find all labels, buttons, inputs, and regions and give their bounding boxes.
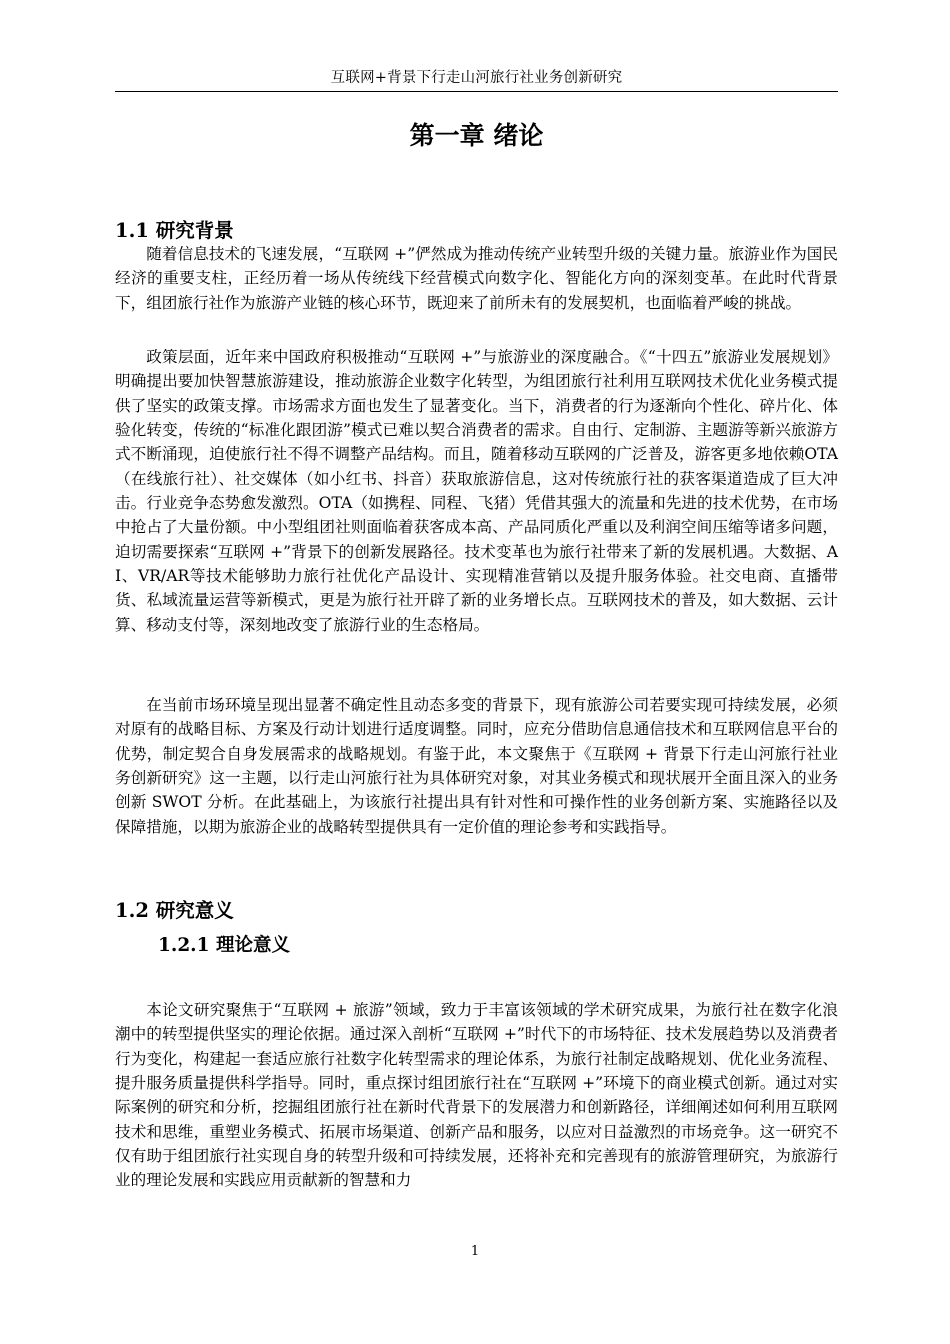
header-rule [115,91,838,92]
paragraph: 政策层面，近年来中国政府积极推动“互联网 +”与旅游业的深度融合。《“十四五”旅游业发展规划》明确提出要加快智慧旅游建设，推动旅游企业数字化转型，为组团旅行社利用互联网技术优化业务模式提供了坚实的政策支撑。市场需求方面也发生了显著变化。当下，消费者的行为逐渐向个性化、碎片化、体验化转变，传统的“标准化跟团游”模式已难以契合消费者的需求。自由行、定制游、主题游等新兴旅游方式不断涌现，迫使旅行社不得不调整产品结构。而且，随着移动互联网的广泛普及，游客更多地依赖OTA（在线旅行社）、社交媒体（如小红书、抖音）获取旅游信息，这对传统旅行社的获客渠道造成了巨大冲击。行业竞争态势愈发激烈。OTA（如携程、同程、飞猪）凭借其强大的流量和先进的技术优势，在市场中抢占了大量份额。中小型组团社则面临着获客成本高、产品同质化严重以及利润空间压缩等诸多问题，迫切需要探索“互联网 +”背景下的创新发展路径。技术变革也为旅行社带来了新的发展机遇。大数据、AI、VR/AR等技术能够助力旅行社优化产品设计、实现精准营销以及提升服务体验。社交电商、直播带货、私域流量运营等新模式，更是为旅行社开辟了新的业务增长点。互联网技术的普及，如大数据、云计算、移动支付等，深刻地改变了旅游行业的生态格局。 [115,348,838,634]
chapter-title: 第一章 绪论 [409,121,544,150]
subsection-heading-1-2-1: 1.2.1 理论意义 [158,935,290,956]
section-heading-1-2: 1.2 研究意义 [115,899,234,922]
running-header: 互联网+背景下行走山河旅行社业务创新研究 [330,70,623,86]
paragraph: 在当前市场环境呈现出显著不确定性且动态多变的背景下，现有旅游公司若要实现可持续发展，必须对原有的战略目标、方案及行动计划进行适度调整。同时，应充分借助信息通信技术和互联网信息平台的优势，制定契合自身发展需求的战略规划。有鉴于此，本文聚焦于《互联网 + 背景下行走山河旅行社业务创新研究》这一主题，以行走山河旅行社为具体研究对象，对其业务模式和现状展开全面且深入的业务创新 SWOT 分析。在此基础上，为该旅行社提出具有针对性和可操作性的业务创新方案、实施路径以及保障措施，以期为旅游企业的战略转型提供具有一定价值的理论参考和实践指导。 [115,696,838,836]
paragraph: 本论文研究聚焦于“互联网 + 旅游”领域，致力于丰富该领域的学术研究成果，为旅行社在数字化浪潮中的转型提供坚实的理论依据。通过深入剖析“互联网 +”时代下的市场特征、技术发展趋势以及消费者行为变化，构建起一套适应旅行社数字化转型需求的理论体系，为旅行社制定战略规划、优化业务流程、提升服务质量提供科学指导。同时，重点探讨组团旅行社在“互联网 +”环境下的商业模式创新。通过对实际案例的研究和分析，挖掘组团旅行社在新时代背景下的发展潜力和创新路径，详细阐述如何利用互联网技术和思维，重塑业务模式、拓展市场渠道、创新产品和服务，以应对日益激烈的市场竞争。这一研究不仅有助于组团旅行社实现自身的转型升级和可持续发展，还将补充和完善现有的旅游管理研究，为旅游行业的理论发展和实践应用贡献新的智慧和力 [115,1001,838,1190]
section-heading-1-1: 1.1 研究背景 [115,219,234,242]
paragraph: 随着信息技术的飞速发展，“互联网 +”俨然成为推动传统产业转型升级的关键力量。旅游业作为国民经济的重要支柱，正经历着一场从传统线下经营模式向数字化、智能化方向的深刻变革。在此时代背景下，组团旅行社作为旅游产业链的核心环节，既迎来了前所未有的发展契机，也面临着严峻的挑战。 [115,245,838,312]
page-number: 1 [470,1244,480,1259]
